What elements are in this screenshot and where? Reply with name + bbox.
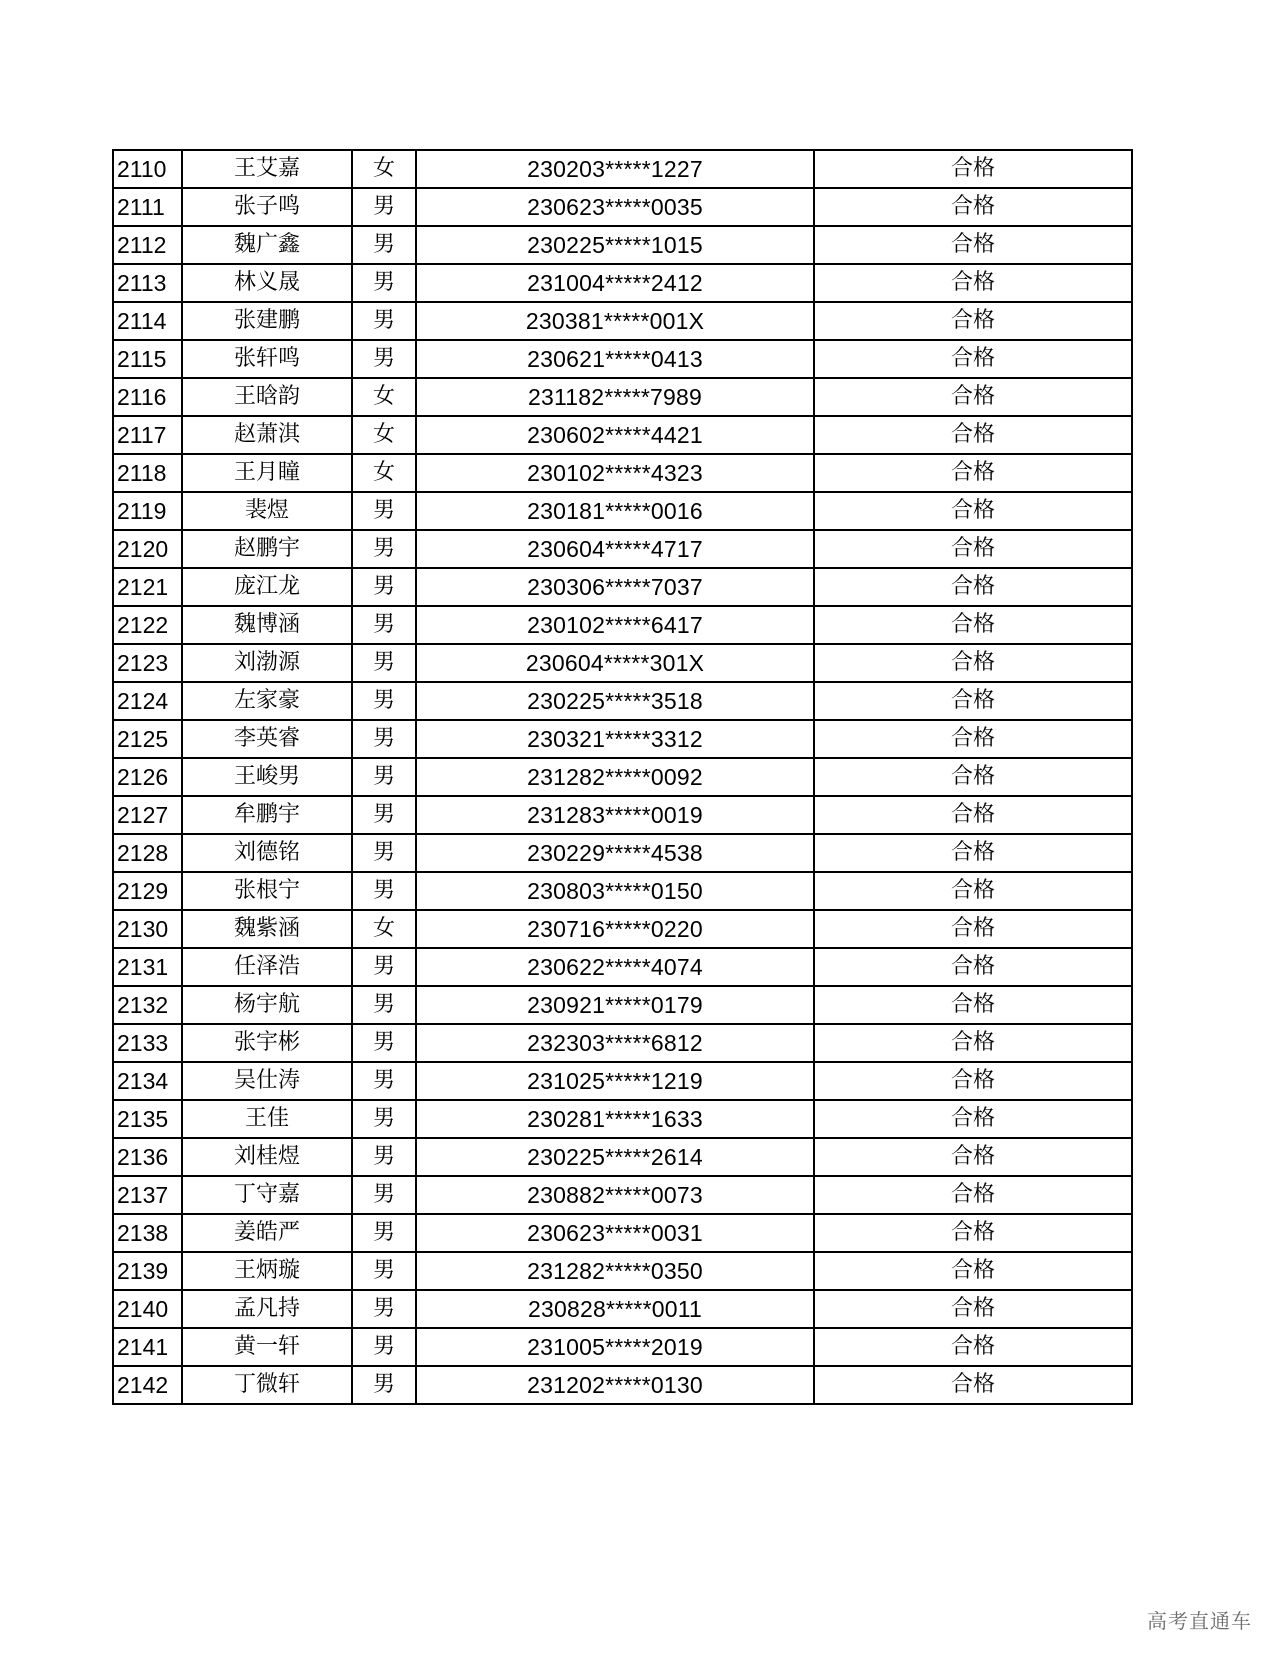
gender-cell: 男 bbox=[352, 1138, 416, 1176]
id-number-cell: 231282*****0350 bbox=[416, 1252, 814, 1290]
result-cell: 合格 bbox=[814, 454, 1132, 492]
table-row bbox=[113, 948, 1132, 986]
result-cell: 合格 bbox=[814, 378, 1132, 416]
gender-cell: 男 bbox=[352, 1176, 416, 1214]
row-number-cell: 2126 bbox=[113, 758, 182, 796]
row-number-cell: 2135 bbox=[113, 1100, 182, 1138]
id-number-cell: 230203*****1227 bbox=[416, 150, 814, 188]
gender-cell: 女 bbox=[352, 416, 416, 454]
result-cell: 合格 bbox=[814, 416, 1132, 454]
table-row bbox=[113, 720, 1132, 758]
gender-cell: 男 bbox=[352, 1252, 416, 1290]
id-number-cell: 231282*****0092 bbox=[416, 758, 814, 796]
name-cell: 张轩鸣 bbox=[182, 340, 352, 378]
table-row bbox=[113, 1366, 1132, 1404]
gender-cell: 男 bbox=[352, 720, 416, 758]
table-row bbox=[113, 1100, 1132, 1138]
results-table-body bbox=[113, 150, 1132, 1404]
id-number-cell: 230229*****4538 bbox=[416, 834, 814, 872]
result-cell: 合格 bbox=[814, 872, 1132, 910]
gender-cell: 女 bbox=[352, 378, 416, 416]
row-number-cell: 2111 bbox=[113, 188, 182, 226]
name-cell: 林义晟 bbox=[182, 264, 352, 302]
gender-cell: 男 bbox=[352, 606, 416, 644]
name-cell: 王炳璇 bbox=[182, 1252, 352, 1290]
gender-cell: 男 bbox=[352, 948, 416, 986]
table-row bbox=[113, 530, 1132, 568]
id-number-cell: 230381*****001X bbox=[416, 302, 814, 340]
row-number-cell: 2136 bbox=[113, 1138, 182, 1176]
table-row bbox=[113, 378, 1132, 416]
table-row bbox=[113, 1214, 1132, 1252]
gender-cell: 男 bbox=[352, 834, 416, 872]
result-cell: 合格 bbox=[814, 834, 1132, 872]
result-cell: 合格 bbox=[814, 150, 1132, 188]
name-cell: 张宇彬 bbox=[182, 1024, 352, 1062]
row-number-cell: 2138 bbox=[113, 1214, 182, 1252]
table-row bbox=[113, 226, 1132, 264]
table-row bbox=[113, 834, 1132, 872]
id-number-cell: 230882*****0073 bbox=[416, 1176, 814, 1214]
name-cell: 裴煜 bbox=[182, 492, 352, 530]
id-number-cell: 231202*****0130 bbox=[416, 1366, 814, 1404]
gender-cell: 男 bbox=[352, 872, 416, 910]
row-number-cell: 2122 bbox=[113, 606, 182, 644]
id-number-cell: 230225*****3518 bbox=[416, 682, 814, 720]
table-row bbox=[113, 568, 1132, 606]
name-cell: 张建鹏 bbox=[182, 302, 352, 340]
gender-cell: 男 bbox=[352, 340, 416, 378]
table-row bbox=[113, 986, 1132, 1024]
gender-cell: 男 bbox=[352, 1290, 416, 1328]
row-number-cell: 2112 bbox=[113, 226, 182, 264]
result-cell: 合格 bbox=[814, 1290, 1132, 1328]
gender-cell: 男 bbox=[352, 530, 416, 568]
gender-cell: 男 bbox=[352, 758, 416, 796]
result-cell: 合格 bbox=[814, 302, 1132, 340]
name-cell: 庞江龙 bbox=[182, 568, 352, 606]
id-number-cell: 230803*****0150 bbox=[416, 872, 814, 910]
gender-cell: 男 bbox=[352, 644, 416, 682]
gender-cell: 男 bbox=[352, 568, 416, 606]
name-cell: 孟凡持 bbox=[182, 1290, 352, 1328]
id-number-cell: 230281*****1633 bbox=[416, 1100, 814, 1138]
name-cell: 王月瞳 bbox=[182, 454, 352, 492]
gender-cell: 男 bbox=[352, 986, 416, 1024]
name-cell: 魏广鑫 bbox=[182, 226, 352, 264]
result-cell: 合格 bbox=[814, 1100, 1132, 1138]
results-table bbox=[112, 149, 1133, 1405]
name-cell: 任泽浩 bbox=[182, 948, 352, 986]
table-row bbox=[113, 264, 1132, 302]
gender-cell: 男 bbox=[352, 1328, 416, 1366]
result-cell: 合格 bbox=[814, 986, 1132, 1024]
result-cell: 合格 bbox=[814, 1252, 1132, 1290]
name-cell: 刘渤源 bbox=[182, 644, 352, 682]
id-number-cell: 230604*****4717 bbox=[416, 530, 814, 568]
table-row bbox=[113, 796, 1132, 834]
result-cell: 合格 bbox=[814, 758, 1132, 796]
result-cell: 合格 bbox=[814, 1138, 1132, 1176]
table-row bbox=[113, 910, 1132, 948]
name-cell: 王艾嘉 bbox=[182, 150, 352, 188]
gender-cell: 男 bbox=[352, 1024, 416, 1062]
row-number-cell: 2131 bbox=[113, 948, 182, 986]
result-cell: 合格 bbox=[814, 796, 1132, 834]
row-number-cell: 2139 bbox=[113, 1252, 182, 1290]
name-cell: 王峻男 bbox=[182, 758, 352, 796]
result-cell: 合格 bbox=[814, 226, 1132, 264]
row-number-cell: 2118 bbox=[113, 454, 182, 492]
name-cell: 丁守嘉 bbox=[182, 1176, 352, 1214]
name-cell: 吴仕涛 bbox=[182, 1062, 352, 1100]
name-cell: 赵萧淇 bbox=[182, 416, 352, 454]
row-number-cell: 2142 bbox=[113, 1366, 182, 1404]
name-cell: 魏博涵 bbox=[182, 606, 352, 644]
result-cell: 合格 bbox=[814, 340, 1132, 378]
id-number-cell: 232303*****6812 bbox=[416, 1024, 814, 1062]
name-cell: 张根宁 bbox=[182, 872, 352, 910]
name-cell: 王晗韵 bbox=[182, 378, 352, 416]
result-cell: 合格 bbox=[814, 1328, 1132, 1366]
result-cell: 合格 bbox=[814, 1214, 1132, 1252]
result-cell: 合格 bbox=[814, 568, 1132, 606]
table-row bbox=[113, 606, 1132, 644]
row-number-cell: 2130 bbox=[113, 910, 182, 948]
row-number-cell: 2141 bbox=[113, 1328, 182, 1366]
gender-cell: 男 bbox=[352, 1214, 416, 1252]
id-number-cell: 230623*****0031 bbox=[416, 1214, 814, 1252]
result-cell: 合格 bbox=[814, 1024, 1132, 1062]
watermark: 高考直通车 bbox=[1147, 1609, 1252, 1633]
result-cell: 合格 bbox=[814, 1062, 1132, 1100]
id-number-cell: 230321*****3312 bbox=[416, 720, 814, 758]
table-row bbox=[113, 302, 1132, 340]
gender-cell: 男 bbox=[352, 226, 416, 264]
gender-cell: 男 bbox=[352, 264, 416, 302]
result-cell: 合格 bbox=[814, 606, 1132, 644]
result-cell: 合格 bbox=[814, 188, 1132, 226]
id-number-cell: 230306*****7037 bbox=[416, 568, 814, 606]
gender-cell: 男 bbox=[352, 1100, 416, 1138]
row-number-cell: 2116 bbox=[113, 378, 182, 416]
row-number-cell: 2123 bbox=[113, 644, 182, 682]
gender-cell: 男 bbox=[352, 302, 416, 340]
row-number-cell: 2132 bbox=[113, 986, 182, 1024]
id-number-cell: 230602*****4421 bbox=[416, 416, 814, 454]
result-cell: 合格 bbox=[814, 910, 1132, 948]
name-cell: 李英睿 bbox=[182, 720, 352, 758]
name-cell: 赵鹏宇 bbox=[182, 530, 352, 568]
id-number-cell: 230604*****301X bbox=[416, 644, 814, 682]
table-row bbox=[113, 150, 1132, 188]
gender-cell: 女 bbox=[352, 910, 416, 948]
row-number-cell: 2140 bbox=[113, 1290, 182, 1328]
name-cell: 姜皓严 bbox=[182, 1214, 352, 1252]
id-number-cell: 230225*****1015 bbox=[416, 226, 814, 264]
gender-cell: 女 bbox=[352, 454, 416, 492]
id-number-cell: 231004*****2412 bbox=[416, 264, 814, 302]
table-row bbox=[113, 340, 1132, 378]
row-number-cell: 2115 bbox=[113, 340, 182, 378]
gender-cell: 男 bbox=[352, 188, 416, 226]
gender-cell: 男 bbox=[352, 682, 416, 720]
row-number-cell: 2121 bbox=[113, 568, 182, 606]
table-row bbox=[113, 1176, 1132, 1214]
table-row bbox=[113, 454, 1132, 492]
result-cell: 合格 bbox=[814, 530, 1132, 568]
table-row bbox=[113, 644, 1132, 682]
result-cell: 合格 bbox=[814, 720, 1132, 758]
result-cell: 合格 bbox=[814, 1366, 1132, 1404]
row-number-cell: 2120 bbox=[113, 530, 182, 568]
name-cell: 刘桂煜 bbox=[182, 1138, 352, 1176]
table-row bbox=[113, 1138, 1132, 1176]
row-number-cell: 2117 bbox=[113, 416, 182, 454]
id-number-cell: 230102*****4323 bbox=[416, 454, 814, 492]
gender-cell: 女 bbox=[352, 150, 416, 188]
id-number-cell: 231283*****0019 bbox=[416, 796, 814, 834]
gender-cell: 男 bbox=[352, 492, 416, 530]
table-row bbox=[113, 416, 1132, 454]
gender-cell: 男 bbox=[352, 1062, 416, 1100]
row-number-cell: 2129 bbox=[113, 872, 182, 910]
table-row bbox=[113, 492, 1132, 530]
result-cell: 合格 bbox=[814, 264, 1132, 302]
row-number-cell: 2127 bbox=[113, 796, 182, 834]
gender-cell: 男 bbox=[352, 796, 416, 834]
row-number-cell: 2114 bbox=[113, 302, 182, 340]
row-number-cell: 2134 bbox=[113, 1062, 182, 1100]
name-cell: 王佳 bbox=[182, 1100, 352, 1138]
row-number-cell: 2110 bbox=[113, 150, 182, 188]
name-cell: 刘德铭 bbox=[182, 834, 352, 872]
result-cell: 合格 bbox=[814, 492, 1132, 530]
id-number-cell: 231005*****2019 bbox=[416, 1328, 814, 1366]
id-number-cell: 230181*****0016 bbox=[416, 492, 814, 530]
id-number-cell: 230622*****4074 bbox=[416, 948, 814, 986]
id-number-cell: 230621*****0413 bbox=[416, 340, 814, 378]
id-number-cell: 230623*****0035 bbox=[416, 188, 814, 226]
table-row bbox=[113, 682, 1132, 720]
row-number-cell: 2133 bbox=[113, 1024, 182, 1062]
id-number-cell: 231025*****1219 bbox=[416, 1062, 814, 1100]
name-cell: 丁微轩 bbox=[182, 1366, 352, 1404]
id-number-cell: 231182*****7989 bbox=[416, 378, 814, 416]
name-cell: 黄一轩 bbox=[182, 1328, 352, 1366]
gender-cell: 男 bbox=[352, 1366, 416, 1404]
name-cell: 左家豪 bbox=[182, 682, 352, 720]
result-cell: 合格 bbox=[814, 682, 1132, 720]
row-number-cell: 2119 bbox=[113, 492, 182, 530]
row-number-cell: 2128 bbox=[113, 834, 182, 872]
name-cell: 杨宇航 bbox=[182, 986, 352, 1024]
table-row bbox=[113, 1290, 1132, 1328]
id-number-cell: 230716*****0220 bbox=[416, 910, 814, 948]
id-number-cell: 230102*****6417 bbox=[416, 606, 814, 644]
name-cell: 魏紫涵 bbox=[182, 910, 352, 948]
result-cell: 合格 bbox=[814, 644, 1132, 682]
table-row bbox=[113, 1252, 1132, 1290]
id-number-cell: 230921*****0179 bbox=[416, 986, 814, 1024]
row-number-cell: 2113 bbox=[113, 264, 182, 302]
row-number-cell: 2125 bbox=[113, 720, 182, 758]
id-number-cell: 230225*****2614 bbox=[416, 1138, 814, 1176]
result-cell: 合格 bbox=[814, 948, 1132, 986]
result-cell: 合格 bbox=[814, 1176, 1132, 1214]
id-number-cell: 230828*****0011 bbox=[416, 1290, 814, 1328]
table-row bbox=[113, 1024, 1132, 1062]
row-number-cell: 2124 bbox=[113, 682, 182, 720]
table-row bbox=[113, 1062, 1132, 1100]
name-cell: 张子鸣 bbox=[182, 188, 352, 226]
table-row bbox=[113, 188, 1132, 226]
table-row bbox=[113, 872, 1132, 910]
table-row bbox=[113, 1328, 1132, 1366]
name-cell: 牟鹏宇 bbox=[182, 796, 352, 834]
row-number-cell: 2137 bbox=[113, 1176, 182, 1214]
table-row bbox=[113, 758, 1132, 796]
